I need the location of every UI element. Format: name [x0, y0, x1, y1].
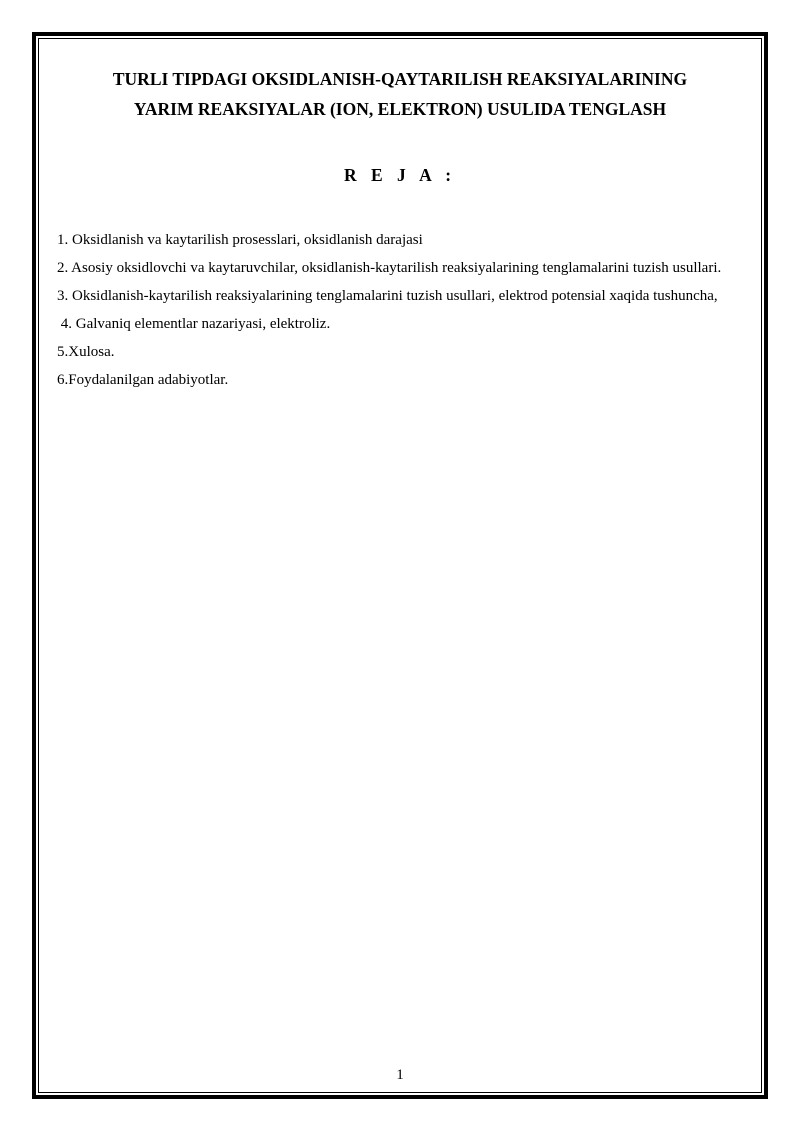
document-title	[60, 64, 740, 124]
page-number: 1	[396, 1067, 404, 1083]
plan-item-2: 2. Asosiy oksidlovchi va kaytaruvchilar, oksidlanish-kaytarilish reaksiyalarining tenglamalarini tuzish usullari.	[57, 260, 722, 276]
document-title-line-2: YARIM REAKSIYALAR (ION, ELEKTRON) USULIDA TENGLASH	[133, 99, 667, 119]
plan-list	[57, 226, 743, 394]
plan-item-4: 4. Galvaniq elementlar nazariyasi, elektroliz.	[57, 316, 331, 332]
document-title-line-1: TURLI TIPDAGI OKSIDLANISH-QAYTARILISH REAKSIYALARINING	[112, 69, 688, 89]
plan-item-5: 5.Xulosa.	[57, 344, 115, 360]
plan-item-1: 1. Oksidlanish va kaytarilish prosesslari, oksidlanish darajasi	[57, 232, 423, 248]
plan-item-6: 6.Foydalanilgan adabiyotlar.	[57, 372, 229, 388]
plan-heading: R E J A :	[343, 165, 457, 185]
page-border-inner	[38, 38, 762, 1093]
plan-item-3: 3. Oksidlanish-kaytarilish reaksiyalarining tenglamalarini tuzish usullari, elektrod potensial xaqida tushuncha,	[57, 288, 718, 304]
